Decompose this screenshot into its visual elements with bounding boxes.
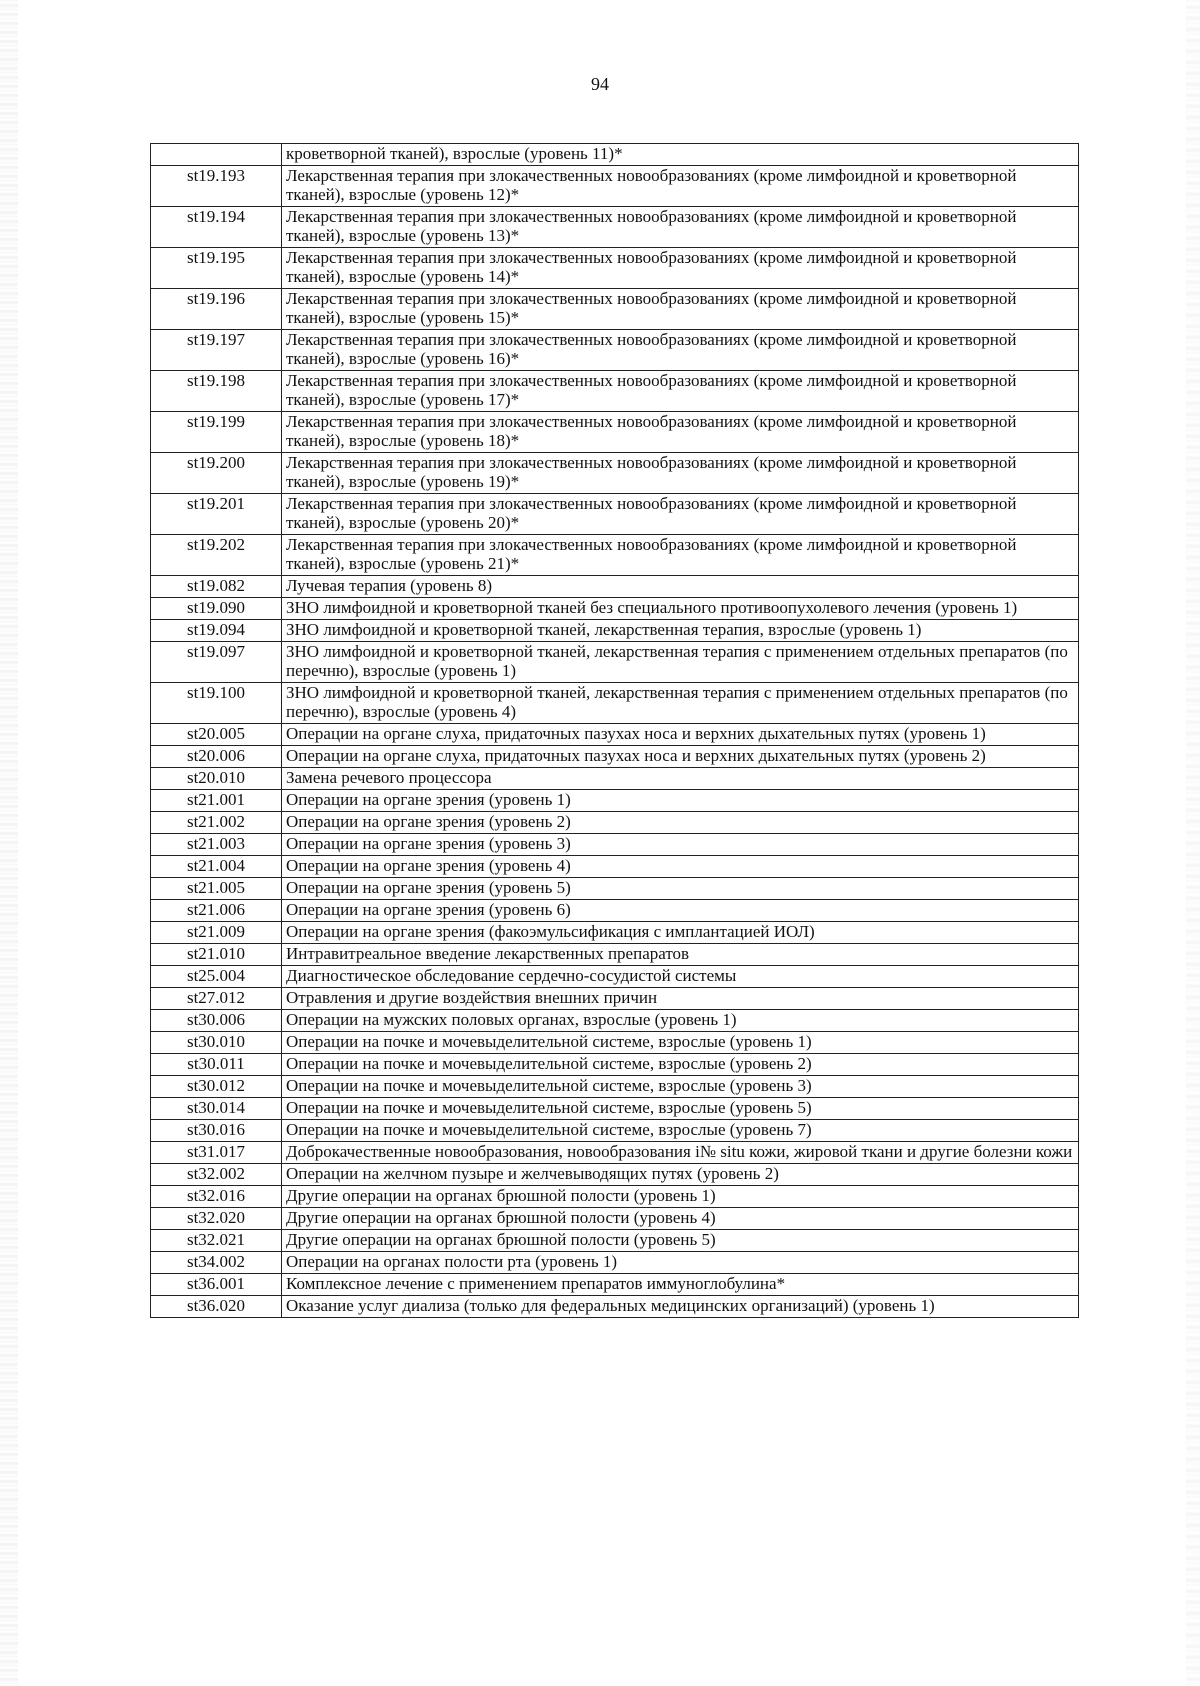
row-code: st25.004 [151, 966, 282, 988]
row-name: Операции на органах полости рта (уровень 1) [282, 1252, 1079, 1274]
table-row [151, 207, 1079, 248]
table-row [151, 1142, 1079, 1164]
table-row [151, 724, 1079, 746]
row-code: st20.010 [151, 768, 282, 790]
row-code: st19.200 [151, 453, 282, 494]
table-row [151, 330, 1079, 371]
row-name: Лекарственная терапия при злокачественных новообразованиях (кроме лимфоидной и кроветворной тканей), взрослые (уровень 17)* [282, 371, 1079, 412]
table-row [151, 1252, 1079, 1274]
row-code: st32.016 [151, 1186, 282, 1208]
row-code: st19.094 [151, 620, 282, 642]
row-code: st19.196 [151, 289, 282, 330]
row-code: st30.006 [151, 1010, 282, 1032]
row-name: Комплексное лечение с применением препаратов иммуноглобулина* [282, 1274, 1079, 1296]
row-code: st32.002 [151, 1164, 282, 1186]
row-code: st30.014 [151, 1098, 282, 1120]
table-row [151, 988, 1079, 1010]
row-name: Лекарственная терапия при злокачественных новообразованиях (кроме лимфоидной и кроветворной тканей), взрослые (уровень 21)* [282, 535, 1079, 576]
table-row [151, 1076, 1079, 1098]
row-code: st36.001 [151, 1274, 282, 1296]
table-row [151, 535, 1079, 576]
table-row [151, 1032, 1079, 1054]
table-row [151, 166, 1079, 207]
row-code: st19.100 [151, 683, 282, 724]
row-name: Операции на органе зрения (уровень 5) [282, 878, 1079, 900]
table-row [151, 1054, 1079, 1076]
row-code: st19.198 [151, 371, 282, 412]
row-name: кроветворной тканей), взрослые (уровень 11)* [282, 144, 1079, 166]
row-code: st19.201 [151, 494, 282, 535]
row-code: st30.010 [151, 1032, 282, 1054]
row-code: st21.006 [151, 900, 282, 922]
row-code: st21.009 [151, 922, 282, 944]
row-name: Лекарственная терапия при злокачественных новообразованиях (кроме лимфоидной и кроветворной тканей), взрослые (уровень 12)* [282, 166, 1079, 207]
row-code: st32.021 [151, 1230, 282, 1252]
table-row [151, 900, 1079, 922]
table-row [151, 1208, 1079, 1230]
table-row [151, 922, 1079, 944]
row-code [151, 144, 282, 166]
scan-edge-right [1186, 0, 1200, 1686]
page-number: 94 [591, 74, 609, 94]
table-row [151, 1098, 1079, 1120]
row-code: st20.006 [151, 746, 282, 768]
scan-edge-left [0, 0, 18, 1686]
row-code: st32.020 [151, 1208, 282, 1230]
row-code: st19.194 [151, 207, 282, 248]
table-row [151, 248, 1079, 289]
row-name: ЗНО лимфоидной и кроветворной тканей, лекарственная терапия, взрослые (уровень 1) [282, 620, 1079, 642]
row-name: Лекарственная терапия при злокачественных новообразованиях (кроме лимфоидной и кроветворной тканей), взрослые (уровень 13)* [282, 207, 1079, 248]
table-row [151, 790, 1079, 812]
row-code: st19.199 [151, 412, 282, 453]
row-name: Операции на почке и мочевыделительной системе, взрослые (уровень 3) [282, 1076, 1079, 1098]
row-name: Операции на почке и мочевыделительной системе, взрослые (уровень 5) [282, 1098, 1079, 1120]
table-row [151, 144, 1079, 166]
row-name: Доброкачественные новообразования, новообразования i№ situ кожи, жировой ткани и другие болезни кожи [282, 1142, 1079, 1164]
table-row [151, 768, 1079, 790]
row-code: st21.001 [151, 790, 282, 812]
table-row [151, 576, 1079, 598]
table-row [151, 1164, 1079, 1186]
row-code: st19.197 [151, 330, 282, 371]
row-name: Лекарственная терапия при злокачественных новообразованиях (кроме лимфоидной и кроветворной тканей), взрослые (уровень 20)* [282, 494, 1079, 535]
table-row [151, 683, 1079, 724]
table-row [151, 856, 1079, 878]
table-row [151, 1010, 1079, 1032]
table-row [151, 834, 1079, 856]
row-name: Операции на органе зрения (уровень 1) [282, 790, 1079, 812]
row-name: Операции на органе зрения (уровень 2) [282, 812, 1079, 834]
table-row [151, 453, 1079, 494]
row-code: st31.017 [151, 1142, 282, 1164]
row-name: Операции на органе зрения (факоэмульсификация с имплантацией ИОЛ) [282, 922, 1079, 944]
table-row [151, 878, 1079, 900]
row-name: Операции на почке и мочевыделительной системе, взрослые (уровень 1) [282, 1032, 1079, 1054]
row-name: Лекарственная терапия при злокачественных новообразованиях (кроме лимфоидной и кроветворной тканей), взрослые (уровень 19)* [282, 453, 1079, 494]
row-name: Интравитреальное введение лекарственных препаратов [282, 944, 1079, 966]
row-code: st21.005 [151, 878, 282, 900]
row-name: Лекарственная терапия при злокачественных новообразованиях (кроме лимфоидной и кроветворной тканей), взрослые (уровень 14)* [282, 248, 1079, 289]
row-code: st30.016 [151, 1120, 282, 1142]
row-name: Операции на мужских половых органах, взрослые (уровень 1) [282, 1010, 1079, 1032]
row-name: Другие операции на органах брюшной полости (уровень 5) [282, 1230, 1079, 1252]
row-name: ЗНО лимфоидной и кроветворной тканей без специального противоопухолевого лечения (уровень 1) [282, 598, 1079, 620]
row-name: Лучевая терапия (уровень 8) [282, 576, 1079, 598]
table-row [151, 412, 1079, 453]
row-code: st30.011 [151, 1054, 282, 1076]
row-name: ЗНО лимфоидной и кроветворной тканей, лекарственная терапия с применением отдельных препаратов (по перечню), взрослые (уровень 1) [282, 642, 1079, 683]
row-name: Операции на органе зрения (уровень 6) [282, 900, 1079, 922]
row-name: Лекарственная терапия при злокачественных новообразованиях (кроме лимфоидной и кроветворной тканей), взрослые (уровень 18)* [282, 412, 1079, 453]
row-code: st19.202 [151, 535, 282, 576]
row-name: ЗНО лимфоидной и кроветворной тканей, лекарственная терапия с применением отдельных препаратов (по перечню), взрослые (уровень 4) [282, 683, 1079, 724]
row-code: st21.002 [151, 812, 282, 834]
table-row [151, 494, 1079, 535]
table-row [151, 746, 1079, 768]
row-code: st19.097 [151, 642, 282, 683]
row-name: Операции на желчном пузыре и желчевыводящих путях (уровень 2) [282, 1164, 1079, 1186]
row-name: Диагностическое обследование сердечно-сосудистой системы [282, 966, 1079, 988]
row-name: Операции на органе слуха, придаточных пазухах носа и верхних дыхательных путях (уровень 2) [282, 746, 1079, 768]
table-row [151, 812, 1079, 834]
table-row [151, 371, 1079, 412]
row-name: Оказание услуг диализа (только для федеральных медицинских организаций) (уровень 1) [282, 1296, 1079, 1318]
table-body [151, 144, 1079, 1318]
row-code: st19.090 [151, 598, 282, 620]
row-code: st21.003 [151, 834, 282, 856]
row-code: st19.193 [151, 166, 282, 207]
row-code: st20.005 [151, 724, 282, 746]
row-code: st34.002 [151, 1252, 282, 1274]
table-row [151, 1230, 1079, 1252]
row-name: Другие операции на органах брюшной полости (уровень 1) [282, 1186, 1079, 1208]
row-name: Замена речевого процессора [282, 768, 1079, 790]
row-code: st30.012 [151, 1076, 282, 1098]
row-name: Операции на органе зрения (уровень 4) [282, 856, 1079, 878]
row-code: st21.010 [151, 944, 282, 966]
row-name: Операции на органе зрения (уровень 3) [282, 834, 1079, 856]
table-row [151, 944, 1079, 966]
row-name: Операции на почке и мочевыделительной системе, взрослые (уровень 2) [282, 1054, 1079, 1076]
table-row [151, 1120, 1079, 1142]
table-row [151, 1274, 1079, 1296]
row-name: Лекарственная терапия при злокачественных новообразованиях (кроме лимфоидной и кроветворной тканей), взрослые (уровень 16)* [282, 330, 1079, 371]
row-name: Отравления и другие воздействия внешних причин [282, 988, 1079, 1010]
row-code: st21.004 [151, 856, 282, 878]
row-name: Другие операции на органах брюшной полости (уровень 4) [282, 1208, 1079, 1230]
table-row [151, 620, 1079, 642]
row-name: Операции на почке и мочевыделительной системе, взрослые (уровень 7) [282, 1120, 1079, 1142]
row-code: st36.020 [151, 1296, 282, 1318]
table-row [151, 966, 1079, 988]
row-code: st19.082 [151, 576, 282, 598]
table-row [151, 289, 1079, 330]
row-code: st19.195 [151, 248, 282, 289]
row-name: Операции на органе слуха, придаточных пазухах носа и верхних дыхательных путях (уровень 1) [282, 724, 1079, 746]
services-table [150, 143, 1079, 1318]
table-row [151, 642, 1079, 683]
table-row [151, 1296, 1079, 1318]
row-code: st27.012 [151, 988, 282, 1010]
table-row [151, 1186, 1079, 1208]
table-row [151, 598, 1079, 620]
row-name: Лекарственная терапия при злокачественных новообразованиях (кроме лимфоидной и кроветворной тканей), взрослые (уровень 15)* [282, 289, 1079, 330]
